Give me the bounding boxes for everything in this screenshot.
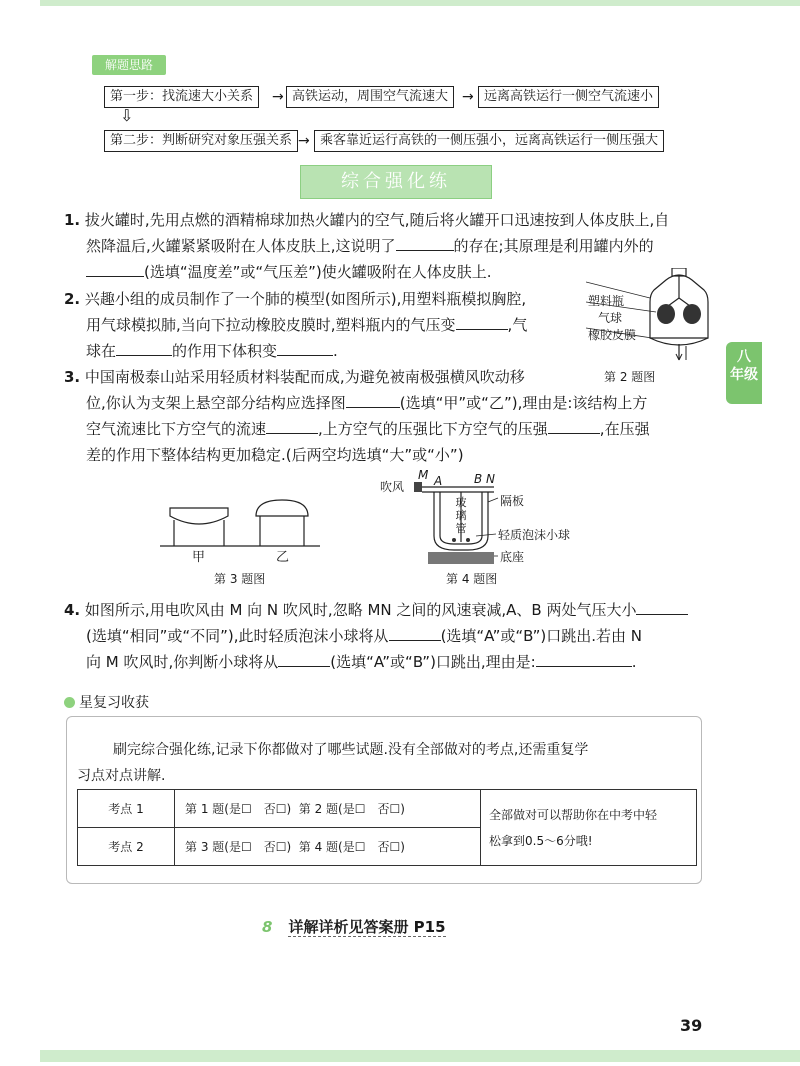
table-cell-note — [481, 790, 697, 866]
structure-figure — [160, 494, 320, 564]
q3-text: 位,你认为支架上悬空部分结构应选择图 — [86, 394, 346, 412]
q4-text: 如图所示,用电吹风由 M 向 N 吹风时,忽略 MN 之间的风速衰减,A、B 两处气压大小 — [84, 601, 637, 619]
fig-label-b: B — [474, 472, 483, 486]
answer-ref-text: 详解详析见答案册 P15 — [288, 918, 446, 936]
answer-reference — [262, 916, 446, 937]
top-decor-bar — [40, 0, 800, 6]
lung-model-figure — [586, 268, 726, 368]
q4-line2 — [86, 623, 642, 649]
answer-blank[interactable] — [277, 339, 333, 356]
step1-label: 第一步：找流速大小关系 — [104, 86, 259, 108]
q1-text: 的存在;其原理是利用罐内外的 — [453, 237, 654, 255]
check-item[interactable]: 第 3 题(是☐ 否☐) — [185, 840, 292, 854]
structure-drawing — [160, 494, 320, 548]
down-arrow-icon: ⇩ — [120, 106, 134, 125]
q3-number: 3. — [64, 368, 81, 386]
table-cell-questions — [175, 828, 481, 866]
review-title — [64, 692, 149, 712]
q4-text: 向 M 吹风时,你判断小球将从 — [86, 653, 279, 671]
review-title-text: 星复习收获 — [79, 695, 149, 711]
review-table — [77, 789, 697, 866]
q1-number: 1. — [64, 211, 81, 229]
q3-line1 — [64, 364, 525, 390]
review-text-2: 习点对点讲解. — [77, 768, 166, 784]
fig-label-base: 底座 — [500, 550, 525, 564]
answer-blank[interactable] — [278, 650, 330, 667]
fig-label-partition: 隔板 — [500, 494, 525, 508]
answer-blank[interactable] — [86, 260, 144, 277]
grade-tab-text: 八 — [737, 349, 751, 365]
fig-label-ball: 轻质泡沫小球 — [498, 528, 571, 542]
fig-label-m: M — [418, 468, 429, 482]
q3-text: 中国南极泰山站采用轻质材料装配而成,为避免被南极强横风吹动移 — [84, 368, 525, 386]
note-text: 全部做对可以帮助你在中考中轻 — [489, 807, 658, 822]
star-icon — [64, 697, 75, 708]
arrow-icon: → — [462, 89, 474, 105]
answer-blank[interactable] — [548, 417, 600, 434]
answer-blank[interactable] — [456, 313, 508, 330]
q2-text: 用气球模拟肺,当向下拉动橡胶皮膜时,塑料瓶内的气压变 — [86, 316, 456, 334]
note-text: 松拿到0.5～6分哦! — [489, 833, 593, 848]
q3-text: (选填“甲”或“乙”),理由是:该结构上方 — [399, 394, 648, 412]
q1-line3 — [86, 259, 492, 285]
fig-label-a: A — [434, 474, 443, 488]
tube-char: 管 — [455, 522, 467, 535]
arrow-icon: → — [298, 133, 310, 149]
q4-number: 4. — [64, 601, 81, 619]
arrow-icon: → — [272, 89, 284, 105]
fig-label-tube — [448, 496, 474, 535]
q2-number: 2. — [64, 290, 81, 308]
fig-label-bottle: 塑料瓶 — [588, 294, 625, 308]
bottom-decor-bar — [40, 1050, 800, 1062]
q2-caption: 第 2 题图 — [604, 370, 656, 384]
q3-text: 差的作用下整体结构更加稳定.(后两空均选填“大”或“小”) — [86, 446, 464, 464]
q4-text: (选填“A”或“B”)口跳出.若由 N — [440, 627, 642, 645]
q1-line1 — [64, 207, 669, 233]
step1-item1: 高铁运动，周围空气流速大 — [286, 86, 454, 108]
q2-text: 兴趣小组的成员制作了一个肺的模型(如图所示),用塑料瓶模拟胸腔, — [84, 290, 527, 308]
q3-text: 空气流速比下方空气的流速 — [86, 420, 267, 438]
q4-text: (选填“相同”或“不同”),此时轻质泡沫小球将从 — [86, 627, 389, 645]
section-title: 综合强化练 — [300, 165, 492, 199]
answer-blank[interactable] — [346, 391, 400, 408]
table-cell-questions — [175, 790, 481, 828]
solution-badge: 解题思路 — [92, 55, 166, 75]
q2-text: ,气 — [507, 316, 528, 334]
step2-item1: 乘客靠近运行高铁的一侧压强小，远离高铁运行一侧压强大 — [314, 130, 664, 152]
q2-text: . — [333, 342, 338, 360]
q3-caption: 第 3 题图 — [214, 572, 266, 586]
answer-icon: 8 — [262, 918, 273, 936]
q1-line2 — [86, 233, 654, 259]
q3-line4 — [86, 442, 464, 468]
grade-tab-text: 年级 — [730, 367, 758, 383]
q4-line1 — [64, 597, 688, 623]
q3-text: ,上方空气的压强比下方空气的压强 — [318, 420, 548, 438]
fig-label-n: N — [486, 472, 495, 486]
tube-char: 玻 — [455, 496, 467, 509]
q4-caption: 第 4 题图 — [446, 572, 498, 586]
fig-label-yi: 乙 — [276, 550, 290, 565]
q3-line3 — [86, 416, 650, 442]
fig-label-jia: 甲 — [192, 550, 206, 565]
q3-text: ,在压强 — [599, 420, 650, 438]
page-number: 39 — [680, 1016, 703, 1035]
q4-line3 — [86, 649, 637, 675]
step2-label: 第二步：判断研究对象压强关系 — [104, 130, 298, 152]
tube-char: 璃 — [455, 509, 467, 522]
answer-blank[interactable] — [396, 234, 454, 251]
answer-blank[interactable] — [636, 598, 688, 615]
answer-blank[interactable] — [116, 339, 172, 356]
q2-line1 — [64, 286, 526, 312]
q4-text: . — [631, 653, 637, 671]
q1-text: 然降温后,火罐紧紧吸附在人体皮肤上,这说明了 — [86, 237, 396, 255]
grade-side-tab — [726, 342, 762, 404]
table-row — [78, 790, 697, 828]
answer-blank[interactable] — [536, 650, 632, 667]
table-cell-point: 考点 2 — [78, 828, 175, 866]
fig-label-balloon: 气球 — [598, 311, 623, 325]
answer-blank[interactable] — [389, 624, 441, 641]
review-text-1: 刷完综合强化练,记录下你都做对了哪些试题.没有全部做对的考点,还需重复学 — [113, 742, 589, 758]
q1-text: 拔火罐时,先用点燃的酒精棉球加热火罐内的空气,随后将火罐开口迅速按到人体皮肤上,自 — [84, 211, 670, 229]
tube-figure — [378, 468, 571, 570]
q2-line2 — [86, 312, 527, 338]
answer-blank[interactable] — [266, 417, 318, 434]
q2-line3 — [86, 338, 338, 364]
q2-text: 球在 — [86, 342, 117, 360]
step1-item2: 远离高铁运行一侧空气流速小 — [478, 86, 659, 108]
q1-text: (选填“温度差”或“气压差”)使火罐吸附在人体皮肤上. — [144, 263, 492, 281]
fig-label-membrane: 橡胶皮膜 — [588, 328, 637, 342]
table-cell-point: 考点 1 — [78, 790, 175, 828]
q4-text: (选填“A”或“B”)口跳出,理由是: — [330, 653, 536, 671]
check-item[interactable]: 第 1 题(是☐ 否☐) — [185, 802, 292, 816]
check-item[interactable]: 第 2 题(是☐ 否☐) — [298, 802, 405, 816]
q3-line2 — [86, 390, 647, 416]
q2-text: 的作用下体积变 — [172, 342, 278, 360]
review-box — [66, 716, 702, 884]
check-item[interactable]: 第 4 题(是☐ 否☐) — [298, 840, 405, 854]
fig-label-blow: 吹风 — [380, 480, 405, 494]
